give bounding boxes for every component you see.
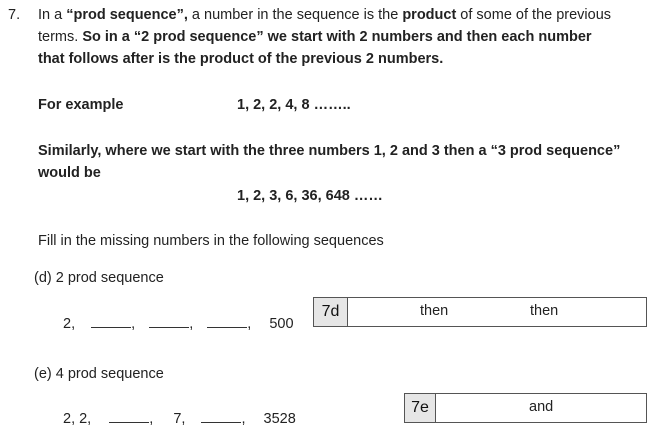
similar-sequence: 1, 2, 3, 6, 36, 648 …… xyxy=(237,188,383,204)
similar-line-2: would be xyxy=(38,165,101,181)
answer-box-7e[interactable] xyxy=(404,393,647,423)
comma: , xyxy=(189,316,194,332)
similar-line-1: Similarly, where we start with the three numbers 1, 2 and 3 then a “3 prod sequence” xyxy=(38,143,621,159)
part-e-label: (e) 4 prod sequence xyxy=(34,366,164,382)
example-label: For example xyxy=(38,97,124,113)
answer-box-tag: 7e xyxy=(405,394,436,422)
intro-text: terms. xyxy=(38,29,83,45)
intro-text: a number in the sequence is the xyxy=(187,7,403,23)
answer-blank[interactable] xyxy=(207,315,247,328)
question-number: 7. xyxy=(8,7,21,23)
intro-text: In a xyxy=(38,7,67,23)
answer-blank[interactable] xyxy=(201,410,241,423)
comma: , xyxy=(241,411,246,427)
comma: , xyxy=(247,316,252,332)
answer-blank[interactable] xyxy=(91,315,131,328)
part-d-sequence xyxy=(63,315,294,332)
comma: , xyxy=(131,316,136,332)
intro-bold: So in a “2 prod sequence” we start with 2 numbers and then each number xyxy=(82,29,592,45)
intro-line-2 xyxy=(38,29,592,45)
part-e-start: 2, 2, xyxy=(63,411,92,427)
instruction: Fill in the missing numbers in the following sequences xyxy=(38,233,384,249)
intro-product: product xyxy=(402,7,457,23)
answer-box-tag: 7d xyxy=(314,298,348,326)
answer-box-word: then xyxy=(420,303,449,319)
intro-line-1 xyxy=(38,7,611,23)
example-sequence: 1, 2, 2, 4, 8 …….. xyxy=(237,97,351,113)
part-d-last: 500 xyxy=(269,316,294,332)
answer-box-7d[interactable] xyxy=(313,297,647,327)
answer-box-word: then xyxy=(530,303,559,319)
part-e-last: 3528 xyxy=(263,411,296,427)
comma: , xyxy=(149,411,154,427)
answer-blank[interactable] xyxy=(109,410,149,423)
answer-blank[interactable] xyxy=(149,315,189,328)
intro-text: of some of the previous xyxy=(456,7,612,23)
part-e-middle: 7, xyxy=(173,411,186,427)
answer-box-word: and xyxy=(529,399,554,415)
part-d-label: (d) 2 prod sequence xyxy=(34,270,164,286)
part-e-sequence xyxy=(63,410,296,427)
intro-line-3: that follows after is the product of the previous 2 numbers. xyxy=(38,51,444,67)
intro-term: “prod sequence”, xyxy=(66,7,188,23)
part-d-first: 2, xyxy=(63,316,76,332)
